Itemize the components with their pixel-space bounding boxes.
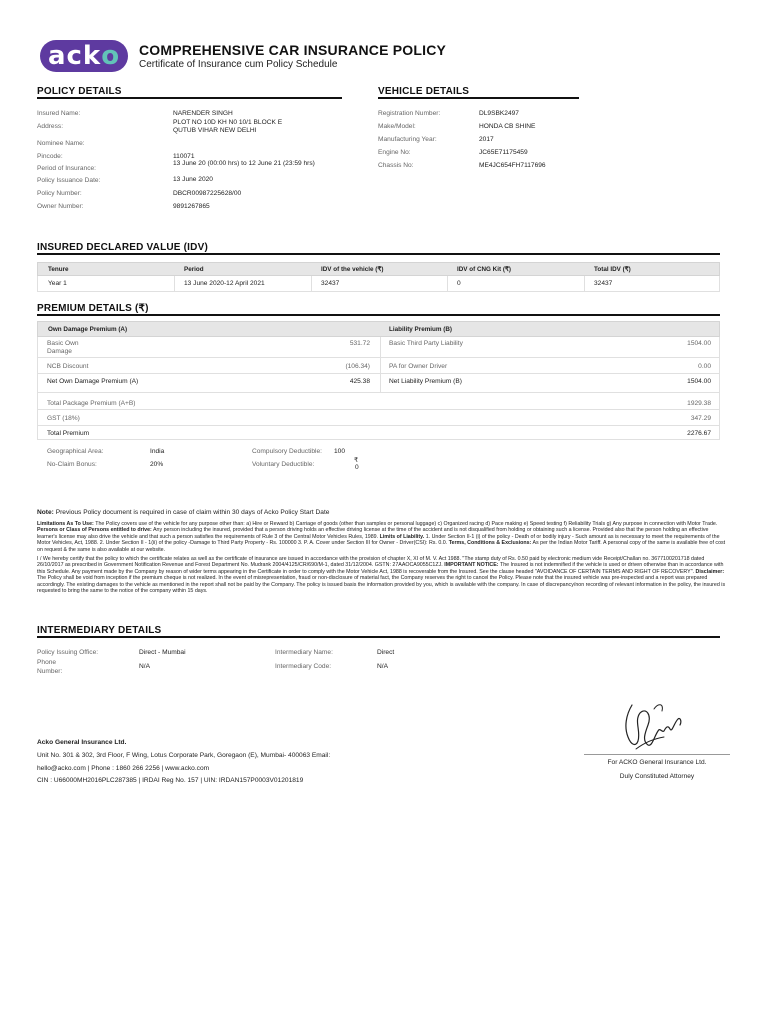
vehicle-value: HONDA CB SHINE bbox=[479, 123, 536, 130]
no-claim-bonus-label: No-Claim Bonus: bbox=[47, 461, 97, 468]
rupee-icon: ₹ bbox=[354, 457, 359, 464]
idv-col-cng: IDV of CNG Kit (₹) bbox=[457, 265, 512, 273]
signature-line bbox=[584, 754, 730, 755]
intermediary-rule bbox=[37, 636, 720, 638]
policy-label: Owner Number: bbox=[37, 203, 84, 210]
premium-row-line bbox=[37, 409, 720, 410]
note-label: Note: bbox=[37, 509, 54, 516]
premium-heading: PREMIUM DETAILS (₹) bbox=[37, 303, 149, 314]
page-title: COMPREHENSIVE CAR INSURANCE POLICY bbox=[139, 42, 447, 58]
compulsory-deductible-value: 100 bbox=[334, 448, 346, 455]
policy-value: 13 June 2020 bbox=[173, 176, 213, 183]
sign-role: Duly Constituted Attorney bbox=[619, 773, 695, 780]
sign-for: For ACKO General Insurance Ltd. bbox=[607, 759, 707, 766]
phone-label: Phone bbox=[37, 659, 57, 666]
limitations-block bbox=[37, 521, 727, 553]
policy-label: Address: bbox=[37, 123, 64, 130]
footer-address: Unit No. 301 & 302, 3rd Floor, F Wing, Lotus Corporate Park, Goregaon (E), Mumbai- 400063 Email: bbox=[37, 752, 331, 759]
policy-value: 13 June 20 (00:00 hrs) to 12 June 21 (23:59 hrs) bbox=[173, 160, 315, 167]
terms-label: Terms, Conditions & Exclusions: bbox=[448, 540, 532, 547]
geo-area-label: Geographical Area: bbox=[47, 448, 104, 455]
premium-table-header bbox=[37, 321, 720, 337]
footer-cin: CIN : U66000MH2016PLC287385 | IRDAI Reg No. 157 | UIN: IRDAN157P0003V01201819 bbox=[37, 777, 304, 784]
idv-heading: INSURED DECLARED VALUE (IDV) bbox=[37, 242, 208, 253]
idv-cell: 0 bbox=[457, 280, 461, 287]
phone-label: Number: bbox=[37, 668, 63, 675]
idv-table-header bbox=[37, 262, 720, 276]
disclaimer-text: The Policy shall be void from inception if the premium cheque is not realized. In the event of misrepresentation, fraud or non-disclosure of material fact, the Company reserves the right to cancel the Policy. Please note that the insured vehicle was pre-inspected and a report was prepared accordingly. The existing damages to the vehicle as mentioned in the report shall not be paid by the Company. The policy is issued basis the information provided by you, which is available with the company. In case of discrepancy/non recording of relevant information in the policy, the insured is requested to bring the same to the notice of the company within 15 days. bbox=[37, 575, 726, 595]
idv-col-tenure: Tenure bbox=[48, 265, 69, 273]
idv-divider bbox=[447, 276, 448, 292]
vehicle-label: Manufacturing Year: bbox=[378, 136, 437, 143]
limitations-label: Limitations As To Use: bbox=[37, 521, 94, 527]
premium-rule bbox=[37, 314, 720, 316]
intermediary-heading: INTERMEDIARY DETAILS bbox=[37, 625, 162, 636]
intermediary-code-value: N/A bbox=[377, 663, 388, 670]
premium-row-line bbox=[37, 357, 720, 358]
voluntary-deductible-label: Voluntary Deductible: bbox=[252, 461, 315, 468]
signature-image bbox=[618, 697, 688, 755]
acko-logo: ack o bbox=[40, 40, 128, 72]
issuing-office-label: Policy Issuing Office: bbox=[37, 649, 99, 656]
vehicle-label: Make/Model: bbox=[378, 123, 416, 130]
premium-divider bbox=[380, 337, 381, 392]
premium-row-line bbox=[37, 392, 720, 393]
policy-value: NARENDER SINGH bbox=[173, 110, 233, 117]
idv-cell: Year 1 bbox=[48, 280, 67, 287]
policy-value: PLOT NO 10D KH N0 10/1 BLOCK E bbox=[173, 119, 283, 126]
note-line bbox=[37, 509, 727, 516]
intermediary-name-label: Intermediary Name: bbox=[275, 649, 333, 656]
basic-own-label: Damage bbox=[47, 348, 72, 355]
phone-value: N/A bbox=[139, 663, 150, 670]
idv-divider bbox=[311, 276, 312, 292]
limits-label: Limits of Liability. bbox=[379, 533, 425, 540]
net-liability-value: 1504.00 bbox=[687, 378, 711, 385]
basic-own-label: Basic Own bbox=[47, 340, 79, 347]
persons-label: Persons or Class of Persons entitled to drive: bbox=[37, 527, 152, 534]
ncb-discount-label: NCB Discount bbox=[47, 363, 89, 370]
total-premium-label: Total Premium bbox=[47, 430, 90, 437]
geo-area-value: India bbox=[150, 448, 165, 455]
page-subtitle: Certificate of Insurance cum Policy Schedule bbox=[139, 59, 338, 70]
premium-row-line bbox=[37, 425, 720, 426]
compulsory-deductible-label: Compulsory Deductible: bbox=[252, 448, 322, 455]
policy-label: Insured Name: bbox=[37, 110, 81, 117]
idv-col-vehicle: IDV of the vehicle (₹) bbox=[321, 265, 384, 273]
policy-value: 110071 bbox=[173, 153, 195, 160]
idv-cell: 32437 bbox=[594, 280, 613, 287]
total-package-label: Total Package Premium (A+B) bbox=[47, 400, 136, 407]
persons-text: Any person including the insured, provided that a person driving holds an effective driving license at the time of the accident and is not disqualified from holding or obtaining such a license. Provided also that the person holding an effective learner's license may also drive the vehicle and that such a person satisfies the requirements of Rule 3 of the Central Motor Vehicles Rules, 1989. bbox=[37, 527, 709, 540]
idv-table-row bbox=[37, 276, 720, 292]
liability-heading: Liability Premium (B) bbox=[389, 325, 452, 333]
footer-company: Acko General Insurance Ltd. bbox=[37, 739, 127, 746]
vehicle-details-heading: VEHICLE DETAILS bbox=[378, 86, 470, 97]
idv-rule bbox=[37, 253, 720, 255]
gst-value: 347.29 bbox=[690, 415, 711, 422]
limitations-text: The Policy covers use of the vehicle for any purpose other than: a) Hire or Reward b) Carriage of goods (other than samples or personal luggage) c) Organized racing d) Pace making e) Speed testing f) Reliability Trials g) Any purpose in connection with Motor Trade. bbox=[95, 521, 718, 527]
total-premium-value: 2276.67 bbox=[687, 430, 711, 437]
vehicle-label: Engine No: bbox=[378, 149, 411, 156]
policy-details-rule bbox=[37, 97, 342, 99]
policy-value: 9891267865 bbox=[173, 203, 210, 210]
vehicle-value: ME4JC654FH7117696 bbox=[479, 162, 546, 169]
idv-divider bbox=[174, 276, 175, 292]
idv-cell: 32437 bbox=[321, 280, 340, 287]
net-liability-label: Net Liability Premium (B) bbox=[389, 378, 462, 385]
idv-cell: 13 June 2020-12 April 2021 bbox=[184, 280, 265, 287]
policy-details-heading: POLICY DETAILS bbox=[37, 86, 122, 97]
issuing-office-value: Direct - Mumbai bbox=[139, 649, 186, 656]
policy-label: Policy Number: bbox=[37, 190, 82, 197]
own-damage-heading: Own Damage Premium (A) bbox=[48, 325, 128, 333]
vehicle-value: DL9SBK2497 bbox=[479, 110, 519, 117]
pa-owner-label: PA for Owner Driver bbox=[389, 363, 448, 370]
no-claim-bonus-value: 20% bbox=[150, 461, 164, 468]
intermediary-name-value: Direct bbox=[377, 649, 395, 656]
basic-own-value: 531.72 bbox=[349, 340, 370, 347]
premium-row-line bbox=[37, 373, 720, 374]
policy-value: DBCR00987225628/00 bbox=[173, 190, 242, 197]
idv-col-period: Period bbox=[184, 265, 204, 273]
vehicle-value: 2017 bbox=[479, 136, 494, 143]
policy-label: Policy Issuance Date: bbox=[37, 177, 101, 184]
basic-tp-value: 1504.00 bbox=[687, 340, 711, 347]
certify-block bbox=[37, 556, 727, 594]
disclaimer-label: Disclaimer: bbox=[695, 568, 725, 575]
vehicle-value: JC65E71175459 bbox=[479, 149, 528, 156]
important-text: The Insured is not indemnified if the vehicle is used or driven otherwise than in accordance with this Schedule. Any payment made by the Company by reason of wider terms appearing in the Certificate in order to comply with the Motor Vehicle Act, 1988 is recoverable from the Insured. See the clause headed "AVOIDANCE OF CERTAIN TERMS AND RIGHT OF RECOVERY". bbox=[37, 562, 724, 575]
total-package-value: 1929.38 bbox=[687, 400, 711, 407]
footer-contact: hello@acko.com | Phone : 1860 266 2256 | www.acko.com bbox=[37, 765, 210, 772]
voluntary-deductible-value: 0 bbox=[355, 464, 359, 471]
idv-divider bbox=[584, 276, 585, 292]
policy-label: Nominee Name: bbox=[37, 140, 85, 147]
policy-label: Pincode: bbox=[37, 153, 63, 160]
basic-tp-label: Basic Third Party Liability bbox=[389, 340, 463, 347]
vehicle-label: Registration Number: bbox=[378, 110, 441, 117]
terms-text: As per the Indian Motor Tariff. A personal copy of the same is available free of cost on request & the same is also available at our website. bbox=[37, 540, 726, 553]
policy-label: Period of Insurance: bbox=[37, 165, 97, 172]
pa-owner-value: 0.00 bbox=[698, 363, 711, 370]
vehicle-label: Chassis No: bbox=[378, 162, 414, 169]
note-text: Previous Policy document is required in case of claim within 30 days of Acko Policy Start Date bbox=[55, 509, 330, 516]
net-od-label: Net Own Damage Premium (A) bbox=[47, 378, 139, 385]
vehicle-details-rule bbox=[378, 97, 579, 99]
certify-text: I / We hereby certify that the policy to which the certificate relates as well as the certificate of insurance are issued in accordance with the provision of chapter X, XI of M. V. Act 1988. "The stamp duty of Rs. 0.50 paid by electronic medium vide Receipt/Challan no. 3677100201718 dated 26/10/2017 as prescribed in Government Notification Revenue and Forest Department No. Mudrank 2004/4125/CR/690/M-1, dated 31/12/2004. GSTN: 27AAOCA9055C1ZJ. bbox=[37, 556, 705, 569]
intermediary-code-label: Intermediary Code: bbox=[275, 663, 332, 670]
net-od-value: 425.38 bbox=[349, 378, 370, 385]
important-label: IMPORTANT NOTICE: bbox=[444, 562, 499, 569]
ncb-discount-value: (106.34) bbox=[345, 363, 370, 370]
policy-value: QUTUB VIHAR NEW DELHI bbox=[173, 127, 257, 134]
idv-col-total: Total IDV (₹) bbox=[594, 265, 631, 273]
gst-label: GST (18%) bbox=[47, 415, 80, 422]
limits-text: 1. Under Section II-1 (i) of the policy - Death of or bodily injury - Such amount as is necessary to meet the requirements of the Motor Vehicles, Act, 1988. 2. Under Section II - 1(ii) of the policy -Damage to Third Party Property - Rs. 100000 3. P. A. Cover under Section III for Owner - Driver(CSI): Rs. 0.0. bbox=[37, 533, 720, 547]
